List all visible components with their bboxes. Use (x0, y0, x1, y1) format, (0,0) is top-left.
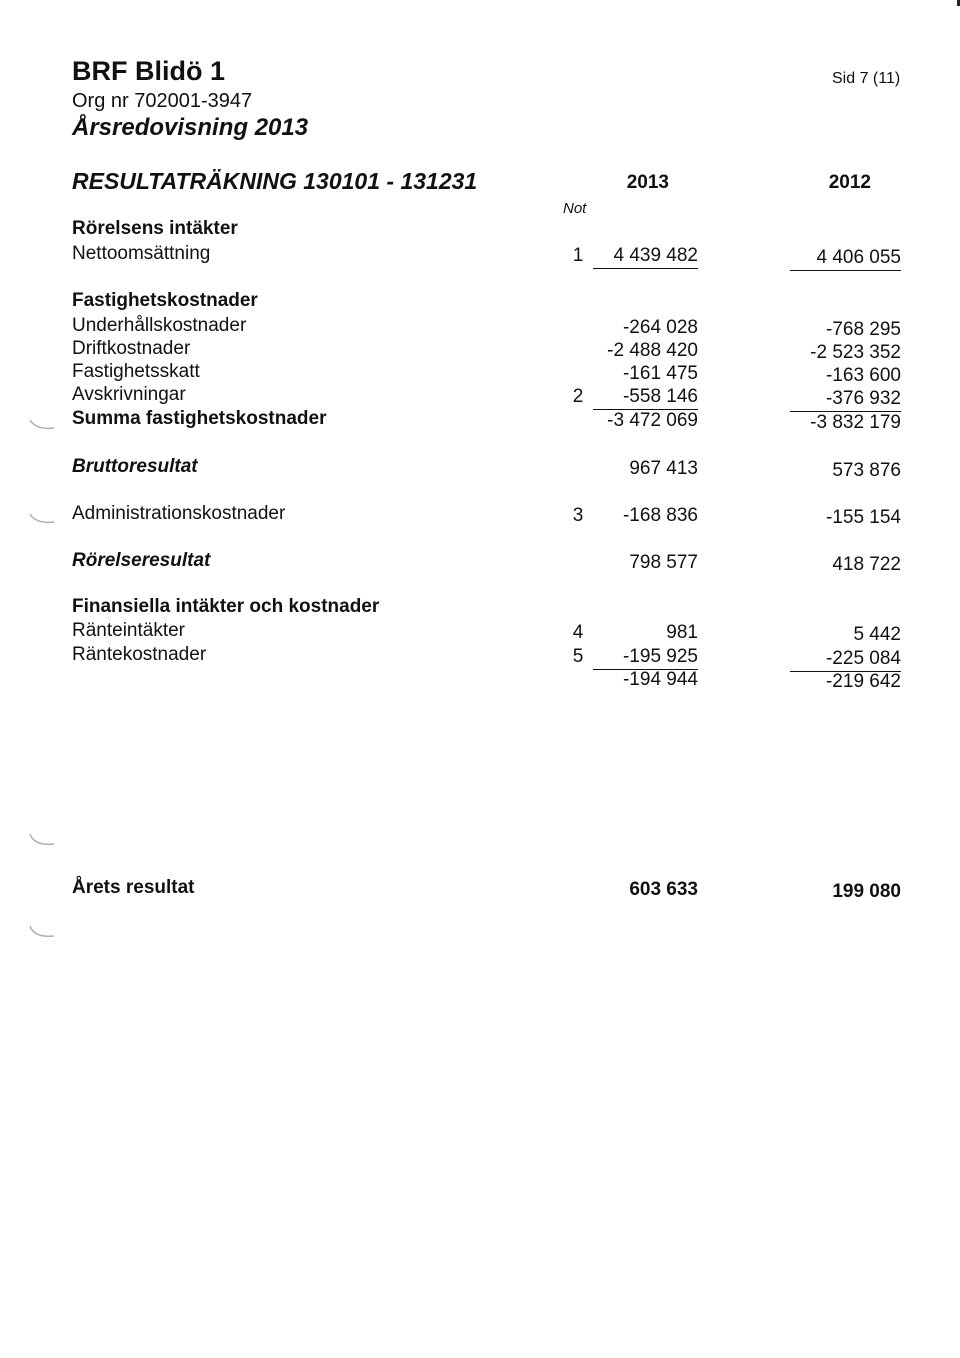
value-2012: -155 154 (825, 507, 901, 528)
row-label: Ränteintäkter (72, 620, 186, 641)
value-2013: 981 (666, 622, 698, 643)
section-heading-fastighetskostnader: Fastighetskostnader (72, 290, 258, 311)
value-2012: 5 442 (853, 624, 901, 645)
value-2012: -163 600 (825, 365, 901, 386)
value-2012: -2 523 352 (810, 342, 901, 363)
column-header-2012: 2012 (828, 172, 871, 193)
value-2012: -768 295 (825, 319, 901, 340)
scan-mark (28, 832, 58, 848)
organization-name: BRF Blidö 1 (72, 56, 225, 86)
row-label: Summa fastighetskostnader (72, 408, 327, 429)
value-2012: -3 832 179 (810, 412, 901, 433)
value-2013: 603 633 (629, 879, 698, 900)
note-ref: 1 (572, 245, 584, 266)
note-ref: 4 (572, 622, 584, 643)
value-2013: -3 472 069 (607, 410, 698, 431)
value-2012: 4 406 055 (790, 247, 901, 271)
row-label: Rörelseresultat (72, 550, 211, 571)
value-2013: 967 413 (629, 458, 698, 479)
scan-mark (28, 924, 58, 940)
note-ref: 5 (572, 646, 584, 667)
value-2013: -168 836 (622, 505, 698, 526)
row-label: Avskrivningar (72, 384, 186, 405)
value-2013: -2 488 420 (607, 340, 698, 361)
value-2013: -558 146 (593, 386, 698, 410)
value-2013: -194 944 (622, 669, 698, 690)
row-label: Bruttoresultat (72, 456, 198, 477)
document-title: Årsredovisning 2013 (72, 114, 309, 141)
value-2013: -195 925 (593, 646, 698, 670)
row-label: Underhållskostnader (72, 315, 247, 336)
org-number: Org nr 702001-3947 (72, 90, 253, 112)
scan-mark (28, 512, 58, 526)
row-label: Driftkostnader (72, 338, 191, 359)
page-number: Sid 7 (11) (832, 70, 901, 87)
row-label: Nettoomsättning (72, 243, 211, 264)
row-label: Räntekostnader (72, 644, 207, 665)
note-ref: 3 (572, 505, 584, 526)
section-heading-finansiella: Finansiella intäkter och kostnader (72, 596, 380, 617)
value-2012: -219 642 (825, 671, 901, 692)
value-2013: -264 028 (622, 317, 698, 338)
value-2013: -161 475 (622, 363, 698, 384)
value-2012: -225 084 (790, 648, 901, 672)
value-2012: 418 722 (832, 554, 901, 575)
note-column-header: Not (563, 200, 587, 217)
scan-mark (28, 418, 58, 432)
row-label: Administrationskostnader (72, 503, 286, 524)
value-2012: 573 876 (832, 460, 901, 481)
row-label: Fastighetsskatt (72, 361, 200, 382)
row-label: Årets resultat (72, 877, 195, 898)
value-2012: -376 932 (790, 388, 901, 412)
column-header-2013: 2013 (626, 172, 669, 193)
value-2013: 798 577 (629, 552, 698, 573)
value-2013: 4 439 482 (593, 245, 698, 269)
note-ref: 2 (572, 386, 584, 407)
value-2012: 199 080 (832, 881, 901, 902)
section-heading-rorelsens-intakter: Rörelsens intäkter (72, 218, 238, 239)
report-title: RESULTATRÄKNING 130101 - 131231 (72, 168, 478, 194)
